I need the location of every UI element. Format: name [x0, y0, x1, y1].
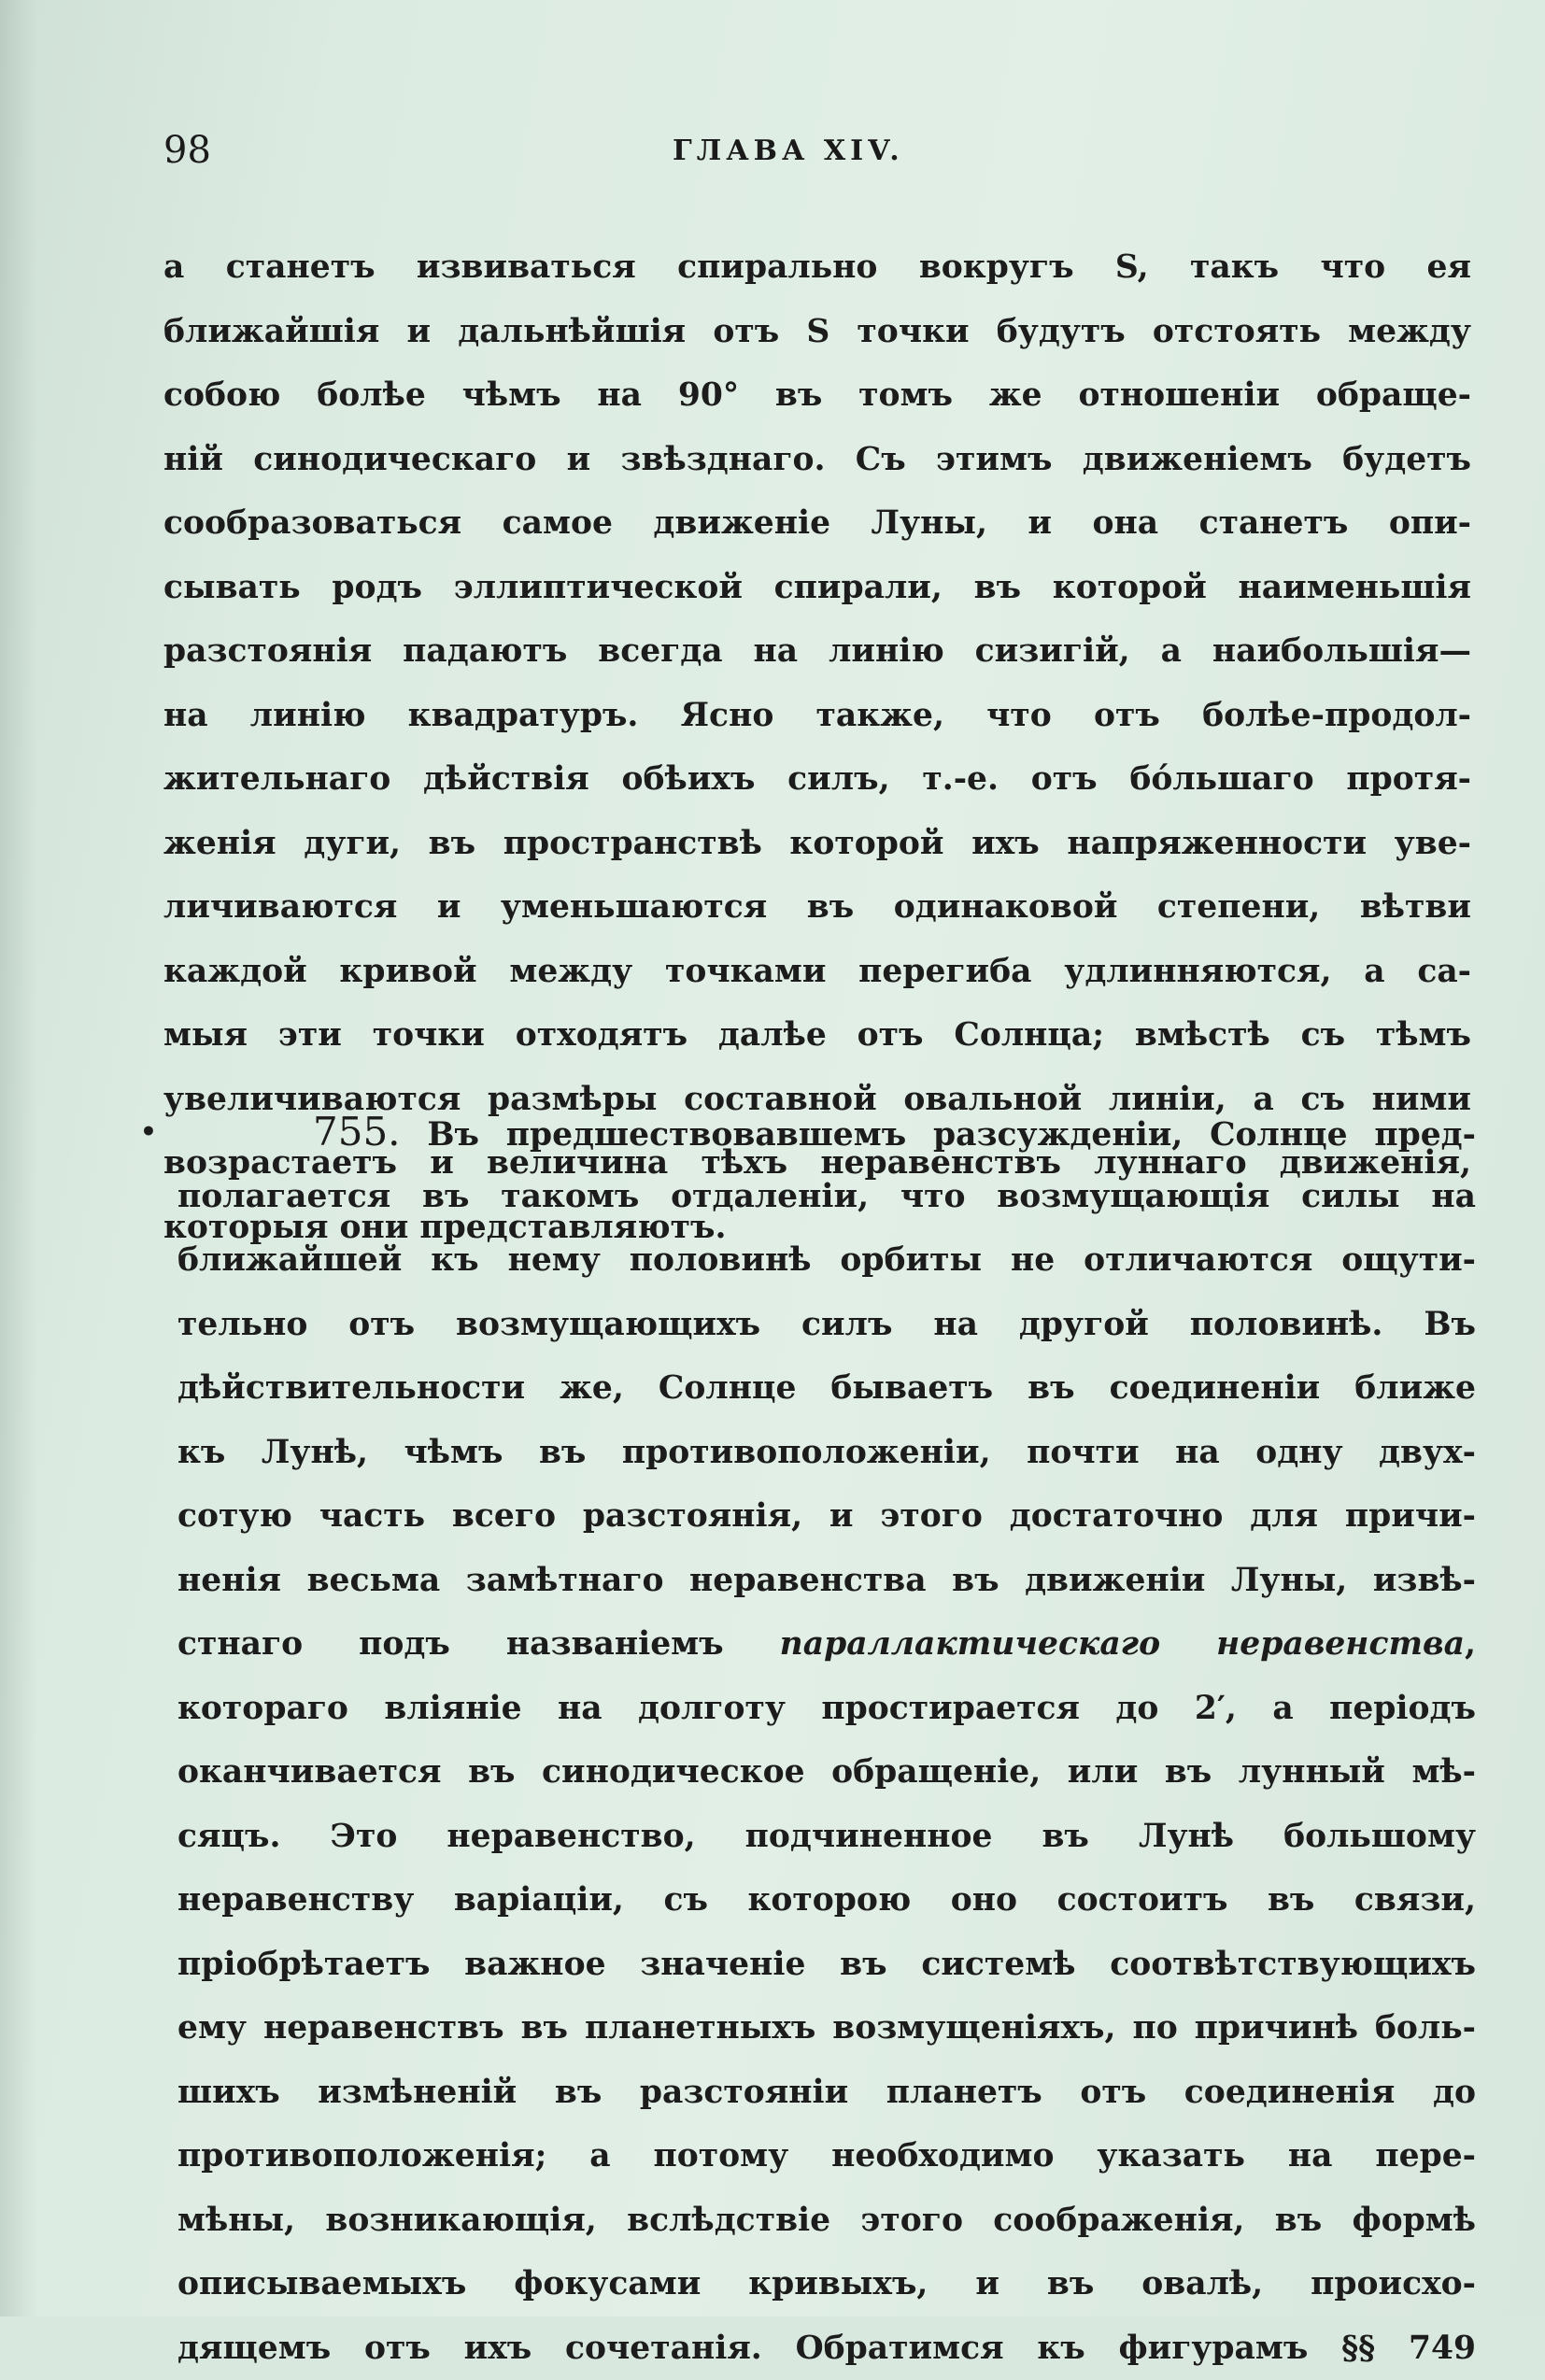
text-line: полагается въ такомъ отдаленіи, что возмущающія силы на — [177, 1165, 1476, 1229]
running-head: ГЛАВА XIV. — [673, 135, 904, 167]
text-line: сообразоваться самое движеніе Луны, и она станетъ опи- — [163, 491, 1471, 556]
text-line: ближайшей къ нему половинѣ орбиты не отличаются ощути- — [177, 1228, 1476, 1293]
section-number: 755. — [313, 1109, 401, 1155]
text-line: а станетъ извиваться спирально вокругъ S, такъ что ея — [163, 235, 1471, 300]
text-line: описываемыхъ фокусами кривыхъ, и въ овалѣ, происхо- — [177, 2252, 1476, 2316]
text-line: женія дуги, въ пространствѣ которой ихъ напряженности уве- — [163, 812, 1471, 876]
text-line: дящемъ отъ ихъ сочетанія. Обратимся къ фигурамъ §§ 749 — [177, 2316, 1476, 2380]
page-header — [163, 129, 1490, 185]
text-line: личиваются и уменьшаются въ одинаковой степени, вѣтви — [163, 875, 1471, 940]
text-line: къ Лунѣ, чѣмъ въ противоположеніи, почти на одну двух- — [177, 1421, 1476, 1485]
paragraph-2 — [177, 1100, 1476, 2380]
text-line: увеличиваются размѣры составной овальной линіи, а съ ними — [163, 1068, 1471, 1132]
bullet-mark: • — [140, 1100, 157, 1165]
text-line: противоположенія; а потому необходимо указать на пере- — [177, 2124, 1476, 2189]
section-first-line — [177, 1100, 1476, 1165]
text-line: шихъ измѣненій въ разстояніи планетъ отъ соединенія до — [177, 2061, 1476, 2125]
text-line: оканчивается въ синодическое обращеніе, или въ лунный мѣ- — [177, 1740, 1476, 1805]
text-line: сотую часть всего разстоянія, и этого достаточно для причи- — [177, 1484, 1476, 1549]
text-line: дѣйствительности же, Солнце бываетъ въ соединеніи ближе — [177, 1356, 1476, 1421]
text-after-term: , — [1465, 1625, 1476, 1663]
text-line: ближайшія и дальнѣйшія отъ S точки будутъ отстоять между — [163, 300, 1471, 364]
text-line: которыя они представляютъ. — [163, 1196, 1471, 1260]
text-line-italic-term — [177, 1612, 1476, 1677]
text-line: тельно отъ возмущающихъ силъ на другой половинѣ. Въ — [177, 1293, 1476, 1357]
text-line: ненія весьма замѣтнаго неравенства въ движеніи Луны, извѣ- — [177, 1549, 1476, 1613]
text-line: котораго вліяніе на долготу простирается до 2′, а періодъ — [177, 1677, 1476, 1741]
section-first-line-text: Въ предшествовавшемъ разсужденіи, Солнце пред- — [427, 1116, 1476, 1154]
text-line: неравенству варіаціи, съ которою оно состоитъ въ связи, — [177, 1868, 1476, 1933]
text-line: на линію квадратуръ. Ясно также, что отъ болѣе-продол- — [163, 684, 1471, 748]
text-line: разстоянія падаютъ всегда на линію сизигій, а наибольшія— — [163, 619, 1471, 684]
text-line: мыя эти точки отходятъ далѣе отъ Солнца; вмѣстѣ съ тѣмъ — [163, 1003, 1471, 1068]
text-line: ему неравенствъ въ планетныхъ возмущеніяхъ, по причинѣ боль- — [177, 1996, 1476, 2061]
page-number: 98 — [163, 129, 211, 172]
text-line: собою болѣе чѣмъ на 90° въ томъ же отношеніи обраще- — [163, 363, 1471, 428]
text-line: мѣны, возникающія, вслѣдствіе этого соображенія, въ формѣ — [177, 2189, 1476, 2253]
italic-term: параллактическаго неравенства — [780, 1625, 1465, 1663]
text-line: сяцъ. Это неравенство, подчиненное въ Лунѣ большому — [177, 1805, 1476, 1869]
text-line: ній синодическаго и звѣзднаго. Съ этимъ движеніемъ будетъ — [163, 428, 1471, 492]
text-line: сывать родъ эллиптической спирали, въ которой наименьшія — [163, 556, 1471, 620]
text-before-term: стнаго подъ названіемъ — [177, 1625, 780, 1663]
text-line: возрастаетъ и величина тѣхъ неравенствъ луннаго движенія, — [163, 1131, 1471, 1196]
text-line: каждой кривой между точками перегиба удлинняются, а са- — [163, 940, 1471, 1004]
text-line: жительнаго дѣйствія обѣихъ силъ, т.-е. отъ бóльшаго протя- — [163, 747, 1471, 812]
text-line: пріобрѣтаетъ важное значеніе въ системѣ соотвѣтствующихъ — [177, 1933, 1476, 1997]
page-edge-shadow — [0, 0, 37, 2316]
